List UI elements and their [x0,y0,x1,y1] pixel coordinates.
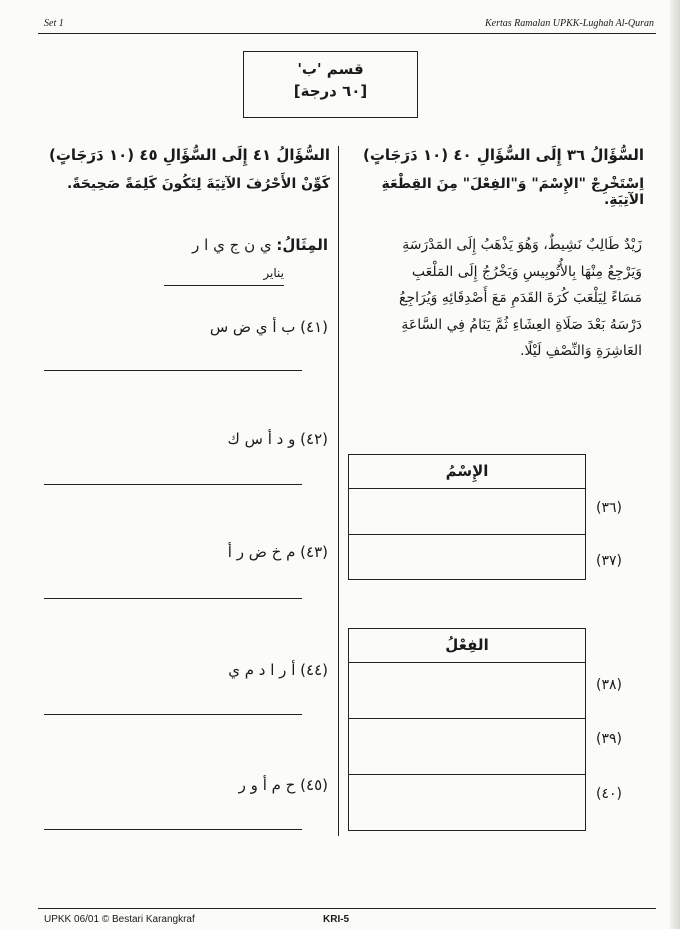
example-row [40,236,328,254]
answer-cell-38[interactable] [349,663,585,719]
ism-table-header: الإِسْمُ [349,455,585,489]
footer-publisher: UPKK 06/01 © Bestari Karangkraf [44,914,195,925]
passage-line: زَيْدٌ طَالِبٌ نَشِيطٌ، وَهُوَ يَذْهَبُ إِلَى المَدْرَسَةِ [402,237,642,253]
answer-line-42[interactable] [44,484,302,485]
item-letters: أ ر ا د م ي [228,661,296,679]
answer-line-43[interactable] [44,598,302,599]
header-rule [38,33,656,34]
passage-line: وَيَرْجِعُ مِنْهَا بِالأُتُوبِيسِ وَيَخْرُجُ إِلَى المَلْعَبِ [411,263,642,280]
footer-page-code: KRI-5 [323,914,350,925]
item-44 [40,661,328,679]
item-letters: و د أ س ك [227,430,296,448]
passage-line: العَاشِرَةِ وَالنِّصْفِ لَيْلًا. [520,343,642,359]
answer-cell-39[interactable] [349,719,585,775]
item-number: (٤٥) [300,776,328,794]
item-number: (٤٣) [300,543,328,561]
passage-line: مَسَاءً لِيَلْعَبَ كُرَةَ القَدَمِ مَعَ أَصْدِقَائِهِ وَيُرَاجِعُ [399,290,642,306]
reading-passage [352,232,642,365]
answer-line-44[interactable] [44,714,302,715]
question-number-40: (٤٠) [596,786,622,802]
example-letters: ي ن ج ي ا ر [192,236,272,254]
right-instruction: اِسْتَخْرِجْ "الإِسْمَ" وَ"الفِعْلَ" مِنَ القِطْعَةِ الآتِيَةِ. [381,176,644,208]
item-42 [40,430,328,448]
item-number: (٤٢) [300,430,328,448]
page-edge-shadow [670,0,680,929]
header-title: Kertas Ramalan UPKK-Lughah Al-Quran [485,18,654,29]
answer-cell-36[interactable] [349,489,585,535]
question-number-36: (٣٦) [596,500,622,516]
fil-table [348,628,586,831]
section-title: قسم 'ب' [297,60,364,78]
item-letters: م خ ض ر أ [227,543,296,561]
section-marks: [٦٠ درجة] [293,82,368,100]
column-divider [338,146,339,836]
item-letters: ح م أ و ر [238,776,296,794]
question-number-37: (٣٧) [596,553,622,569]
question-number-38: (٣٨) [596,677,622,693]
header-set-label: Set 1 [44,18,64,29]
answer-cell-40[interactable] [349,775,585,830]
item-letters: ب أ ي ض س [209,318,296,336]
example-label: المِثَالُ: [276,236,328,254]
answer-line-45[interactable] [44,829,302,830]
ism-table [348,454,586,580]
example-answer-line [164,285,284,286]
item-number: (٤٤) [300,661,328,679]
passage-line: دَرْسَهُ بَعْدَ صَلَاةِ العِشَاءِ ثُمَّ يَنَامُ فِي السَّاعَةِ [401,316,642,333]
item-45 [40,776,328,794]
footer-rule [38,908,656,909]
left-instruction: كَوِّنْ الأَحْرُفَ الآتِيَةَ لِتَكُونَ كَلِمَةً صَحِيحَةً. [66,176,330,192]
item-43 [40,543,328,561]
example-answer: يناير [263,266,284,280]
section-box [243,51,418,118]
right-question-range: السُّؤَالُ ٣٦ إِلَى السُّؤَالِ ٤٠ (١٠ دَرَجَاتٍ) [363,146,644,164]
item-41 [40,318,328,336]
left-question-range: السُّؤَالُ ٤١ إِلَى السُّؤَالِ ٤٥ (١٠ دَرَجَاتٍ) [49,146,330,164]
fil-table-header: الفِعْلُ [349,629,585,663]
answer-line-41[interactable] [44,370,302,371]
answer-cell-37[interactable] [349,535,585,579]
question-number-39: (٣٩) [596,731,622,747]
item-number: (٤١) [300,318,328,336]
